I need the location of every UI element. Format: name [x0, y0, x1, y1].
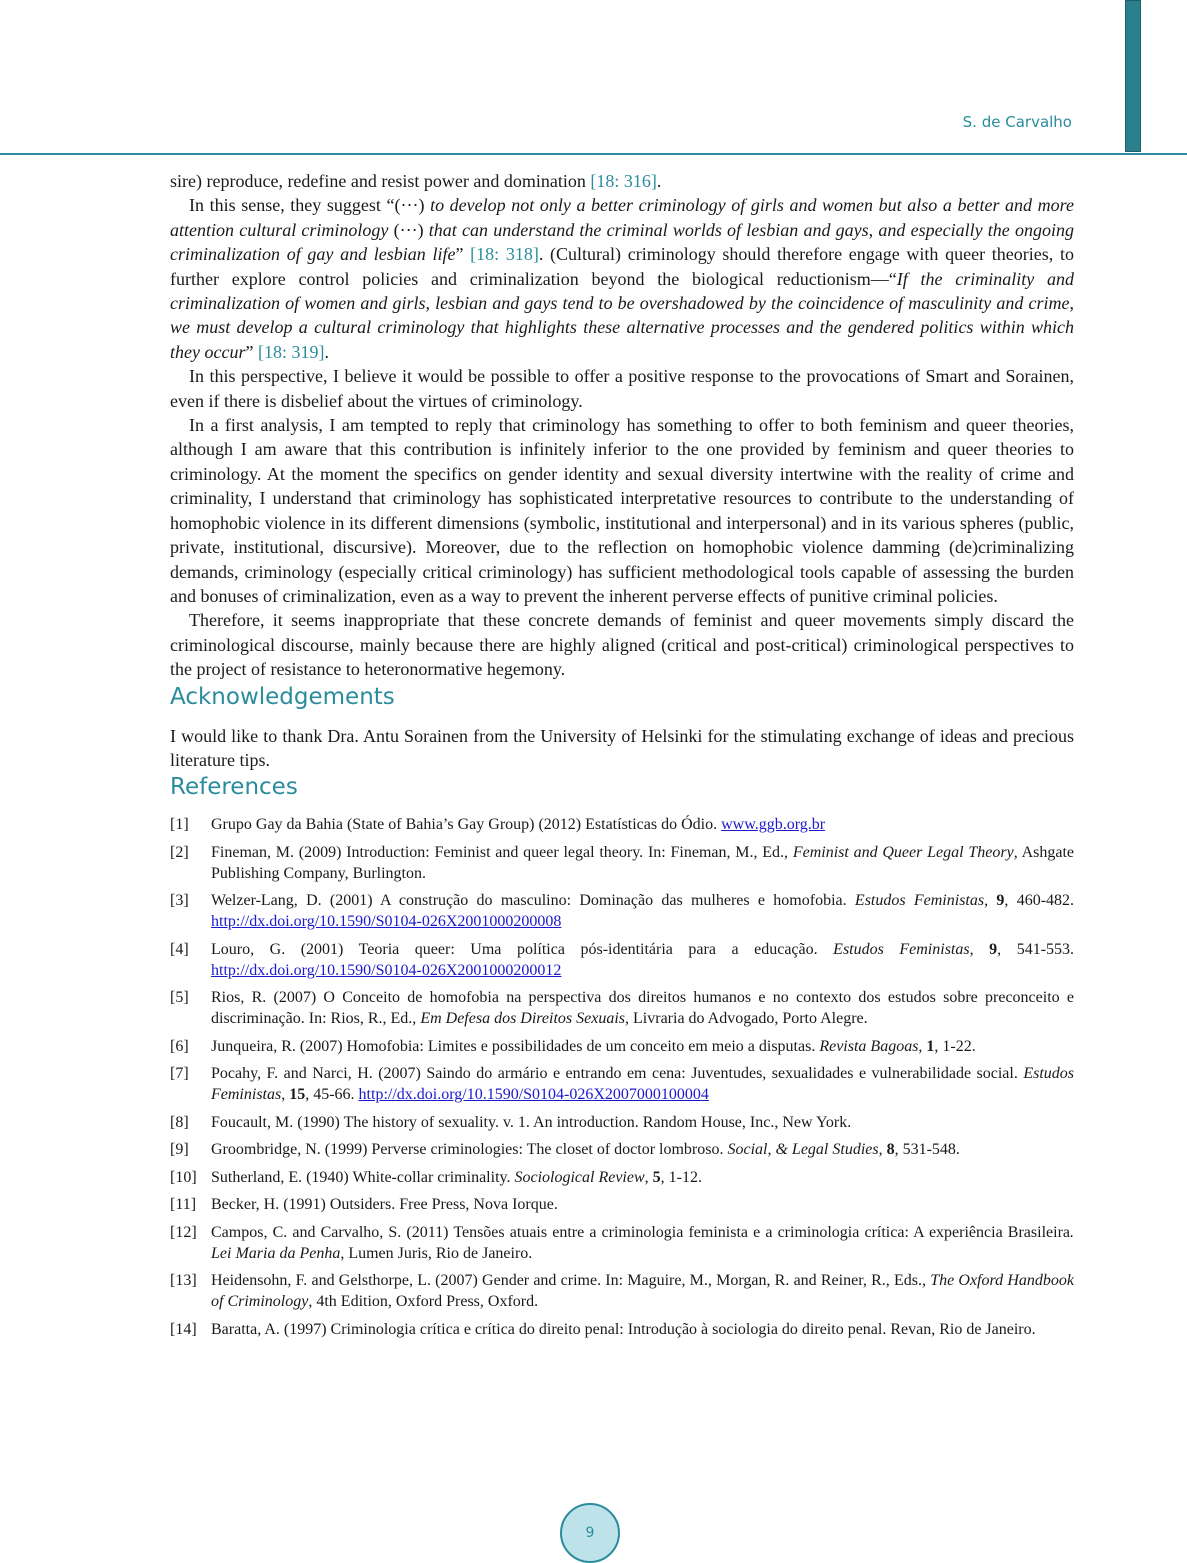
- reference-number: [4]: [170, 940, 189, 958]
- reference-text: [211, 941, 1074, 979]
- text-run: ,: [969, 940, 990, 958]
- reference-text: [211, 1169, 702, 1186]
- text-run: ”: [245, 341, 258, 362]
- reference-number: [8]: [170, 1113, 189, 1131]
- text-run: .: [324, 341, 329, 362]
- page-number: 9: [585, 1525, 595, 1541]
- references-heading: References: [170, 774, 298, 801]
- body-paragraph-5: [170, 608, 1074, 681]
- italic-text: and especially the ongoing criminalization of gay and lesbian life: [170, 219, 1074, 265]
- reference-number: [7]: [170, 1065, 189, 1083]
- text-run: . (Cultural) criminology should therefore engage with queer theories, to further explore control policies and criminalization beyond the biological reductionism—“: [170, 244, 1074, 289]
- body-paragraph-2: [170, 193, 1074, 364]
- text-run: ,: [878, 1141, 887, 1159]
- text-run: ,: [868, 219, 879, 240]
- italic-text: that can understand the criminal worlds of lesbian and gays: [428, 219, 869, 240]
- reference-item: [170, 1112, 1074, 1133]
- reference-text: [211, 1196, 558, 1213]
- body-paragraph-1: [170, 169, 1074, 193]
- reference-text: [211, 1141, 960, 1158]
- text-run: , 4th Edition, Oxford Press, Oxford.: [308, 1293, 539, 1311]
- reference-item: [170, 1194, 1074, 1215]
- text-run: In this sense, they suggest “(···): [189, 195, 431, 216]
- text-run: Campos, C. and Carvalho, S. (2011) Tensões atuais entre a criminologia feminista e a criminologia crítica: A experiência Brasileira: [211, 1223, 1070, 1241]
- reference-text: [211, 816, 825, 833]
- reference-list: [170, 814, 1074, 1340]
- reference-text: [211, 844, 1074, 882]
- text-run: Becker, H. (1991) Outsiders. Free Press, Nova Iorque.: [211, 1196, 558, 1214]
- reference-number: [14]: [170, 1320, 197, 1338]
- reference-doi-link[interactable]: www.ggb.org.br: [721, 816, 826, 834]
- reference-text: [211, 989, 1074, 1027]
- text-run: Foucault, M. (1990) The history of sexuality. v. 1. An introduction. Random House, Inc., New York.: [211, 1113, 852, 1131]
- italic-text: Estudos Feministas: [211, 1065, 1074, 1104]
- text-run: Rios, R. (2007) O Conceito de homofobia na perspectiva dos direitos humanos e no contexto dos estudos sobre preconceito e discriminação. In: Rios, R., Ed.,: [211, 989, 1074, 1028]
- text-run: sire) reproduce, redefine and resist power and domination: [170, 171, 591, 191]
- reference-item: [170, 939, 1074, 981]
- header-accent-bar: [1125, 0, 1141, 152]
- text-run: In a first analysis, I am tempted to reply that criminology has something to offer to both feminism and queer theories, although I am aware that this contribution is infinitely inferior to the one provided by feminism and queer theories to criminology. At the moment the specifics on gender identity and sexual diversity intertwine with the reality of crime and criminality, I understand that criminology has sophisticated interpretative resources to contribute to the understanding of homophobic violence in its different dimensions (symbolic, institutional and interpersonal) and in its various spheres (public, private, institutional, discursive). Moreover, due to the reflection on homophobic violence damming (de)criminalizing demands, criminology (especially critical criminology) has sufficient methodological tools capable of assessing the burden and bonuses of criminalization, even as a way to prevent the inherent perverse effects of punitive criminal policies.: [170, 415, 1074, 606]
- italic-text: Sociological Review: [514, 1168, 645, 1186]
- reference-text: [211, 892, 1074, 930]
- italic-text: Revista Bagoas: [819, 1037, 919, 1055]
- acknowledgements-heading: Acknowledgements: [170, 683, 395, 710]
- bold-text: 8: [886, 1141, 895, 1159]
- italic-text: The Oxford Handbook of Criminology: [211, 1272, 1074, 1311]
- bold-text: 9: [996, 892, 1005, 910]
- reference-item: [170, 814, 1074, 835]
- text-run: Heidensohn, F. and Gelsthorpe, L. (2007) Gender and crime. In: Maguire, M., Morgan, R. and Reiner, R., Eds.,: [211, 1272, 931, 1290]
- text-run: Groombridge, N. (1999) Perverse criminologies: The closet of doctor lombroso.: [211, 1141, 728, 1159]
- text-run: ,: [1069, 293, 1074, 314]
- reference-number: [2]: [170, 843, 189, 861]
- running-head-author: S. de Carvalho: [962, 113, 1072, 131]
- reference-text: [211, 1224, 1074, 1262]
- text-run: Louro, G. (2001) Teoria queer: Uma política pós-identitária para a educação.: [211, 940, 834, 958]
- text-run: ,: [984, 892, 997, 910]
- acknowledgements-text: I would like to thank Dra. Antu Sorainen from the University of Helsinki for the stimulating exchange of ideas and precious literature tips.: [170, 725, 1074, 770]
- reference-doi-link[interactable]: http://dx.doi.org/10.1590/S0104-026X2007000100004: [358, 1086, 709, 1104]
- italic-text: Em Defesa dos Direitos Sexuais: [420, 1010, 626, 1028]
- italic-text: lesbian and gays tend to be overshadowed by the coincidence of masculinity and crime: [435, 293, 1070, 314]
- text-run: Junqueira, R. (2007) Homofobia: Limites e possibilidades de um conceito em meio a disputas.: [211, 1037, 820, 1055]
- reference-text: [211, 1114, 851, 1131]
- text-run: ,: [425, 293, 436, 314]
- reference-doi-link[interactable]: http://dx.doi.org/10.1590/S0104-026X2001000200008: [211, 913, 562, 931]
- bold-text: 1: [926, 1037, 935, 1055]
- text-run: , 531-548.: [894, 1141, 960, 1159]
- reference-number: [9]: [170, 1141, 189, 1159]
- text-run: , Lumen Juris, Rio de Janeiro.: [340, 1244, 533, 1262]
- text-run: Fineman, M. (2009) Introduction: Feminist and queer legal theory. In: Fineman, M., Ed.,: [211, 843, 793, 861]
- bold-text: 5: [652, 1168, 661, 1186]
- reference-item: [170, 1319, 1074, 1340]
- text-run: Pocahy, F. and Narci, H. (2007) Saindo do armário e entrando em cena: Juventudes, sexualidades e vulnerabilidade social.: [211, 1065, 1024, 1083]
- italic-text: we must develop a cultural criminology that highlights these alternative processes and the gendered politics within which they occur: [170, 317, 1074, 362]
- reference-item: [170, 1167, 1074, 1188]
- reference-item: [170, 1063, 1074, 1105]
- text-run: ,: [918, 1037, 927, 1055]
- citation-link[interactable]: [18: 316]: [590, 171, 657, 191]
- body-paragraph-3: [170, 364, 1074, 413]
- italic-text: to develop not only a better criminology of girls and women but also a better and more attention cultural criminology: [170, 195, 1074, 240]
- bold-text: 9: [989, 940, 998, 958]
- reference-number: [10]: [170, 1168, 197, 1186]
- text-run: Baratta, A. (1997) Criminologia crítica e crítica do direito penal: Introdução à sociologia do direito penal. Revan, Rio de Janeiro.: [211, 1320, 1036, 1338]
- text-run: In this perspective, I believe it would be possible to offer a positive response to the provocations of Smart and Sorainen, even if there is disbelief about the virtues of criminology.: [170, 366, 1074, 411]
- reference-number: [11]: [170, 1196, 197, 1214]
- italic-text: Estudos Feministas: [854, 892, 985, 910]
- reference-number: [5]: [170, 989, 189, 1007]
- reference-text: [211, 1272, 1074, 1310]
- italic-text: If the criminality and criminalization of women and girls: [170, 268, 1074, 314]
- reference-number: [3]: [170, 892, 189, 910]
- italic-text: . Lei Maria da Penha: [211, 1223, 1074, 1262]
- italic-text: Social, & Legal Studies: [727, 1141, 879, 1159]
- reference-item: [170, 1036, 1074, 1057]
- bold-text: 15: [289, 1086, 306, 1104]
- reference-item: [170, 1222, 1074, 1264]
- reference-item: [170, 987, 1074, 1029]
- reference-text: [211, 1321, 1036, 1338]
- page-number-badge: [560, 1503, 620, 1563]
- italic-text: Estudos Feministas: [833, 940, 970, 958]
- text-run: ,: [644, 1168, 653, 1186]
- text-run: Welzer-Lang, D. (2001) A construção do masculino: Dominação das mulheres e homofobia.: [211, 892, 855, 910]
- text-run: Therefore, it seems inappropriate that these concrete demands of feminist and queer movements simply discard the criminological discourse, mainly because there are highly aligned (critical and post-critical) criminological perspectives to the project of resistance to heteronormative hegemony.: [170, 610, 1074, 680]
- reference-item: [170, 890, 1074, 932]
- text-run: , 1-22.: [934, 1037, 976, 1055]
- reference-number: [1]: [170, 816, 189, 834]
- italic-text: Feminist and Queer Legal Theory: [792, 843, 1014, 861]
- reference-number: [6]: [170, 1037, 189, 1055]
- text-run: .: [656, 171, 662, 191]
- text-run: , Livraria do Advogado, Porto Alegre.: [625, 1010, 868, 1028]
- reference-number: [13]: [170, 1272, 197, 1290]
- reference-text: [211, 1065, 1074, 1103]
- text-run: Grupo Gay da Bahia (State of Bahia’s Gay Group) (2012) Estatísticas do Ódio.: [211, 816, 722, 834]
- reference-item: [170, 1270, 1074, 1312]
- reference-text: [211, 1038, 976, 1055]
- text-run: , 1-12.: [660, 1168, 702, 1186]
- text-run: ,: [281, 1086, 290, 1104]
- reference-doi-link[interactable]: http://dx.doi.org/10.1590/S0104-026X2001000200012: [211, 961, 562, 979]
- text-run: , 45-66.: [305, 1086, 359, 1104]
- body-paragraph-4: [170, 413, 1074, 608]
- text-run: (···): [388, 219, 429, 240]
- citation-link[interactable]: [18: 318]: [470, 244, 539, 265]
- page-content: [170, 169, 1074, 1346]
- text-run: , 460-482.: [1004, 892, 1075, 910]
- text-run: , 541-553.: [997, 940, 1075, 958]
- text-run: ”: [455, 244, 471, 265]
- citation-link[interactable]: [18: 319]: [257, 341, 325, 362]
- text-run: , Ashgate Publishing Company, Burlington.: [211, 843, 1075, 882]
- text-run: Sutherland, E. (1940) White-collar criminality.: [211, 1168, 515, 1186]
- reference-item: [170, 842, 1074, 884]
- reference-number: [12]: [170, 1223, 197, 1241]
- reference-item: [170, 1139, 1074, 1160]
- header-rule: [0, 153, 1187, 155]
